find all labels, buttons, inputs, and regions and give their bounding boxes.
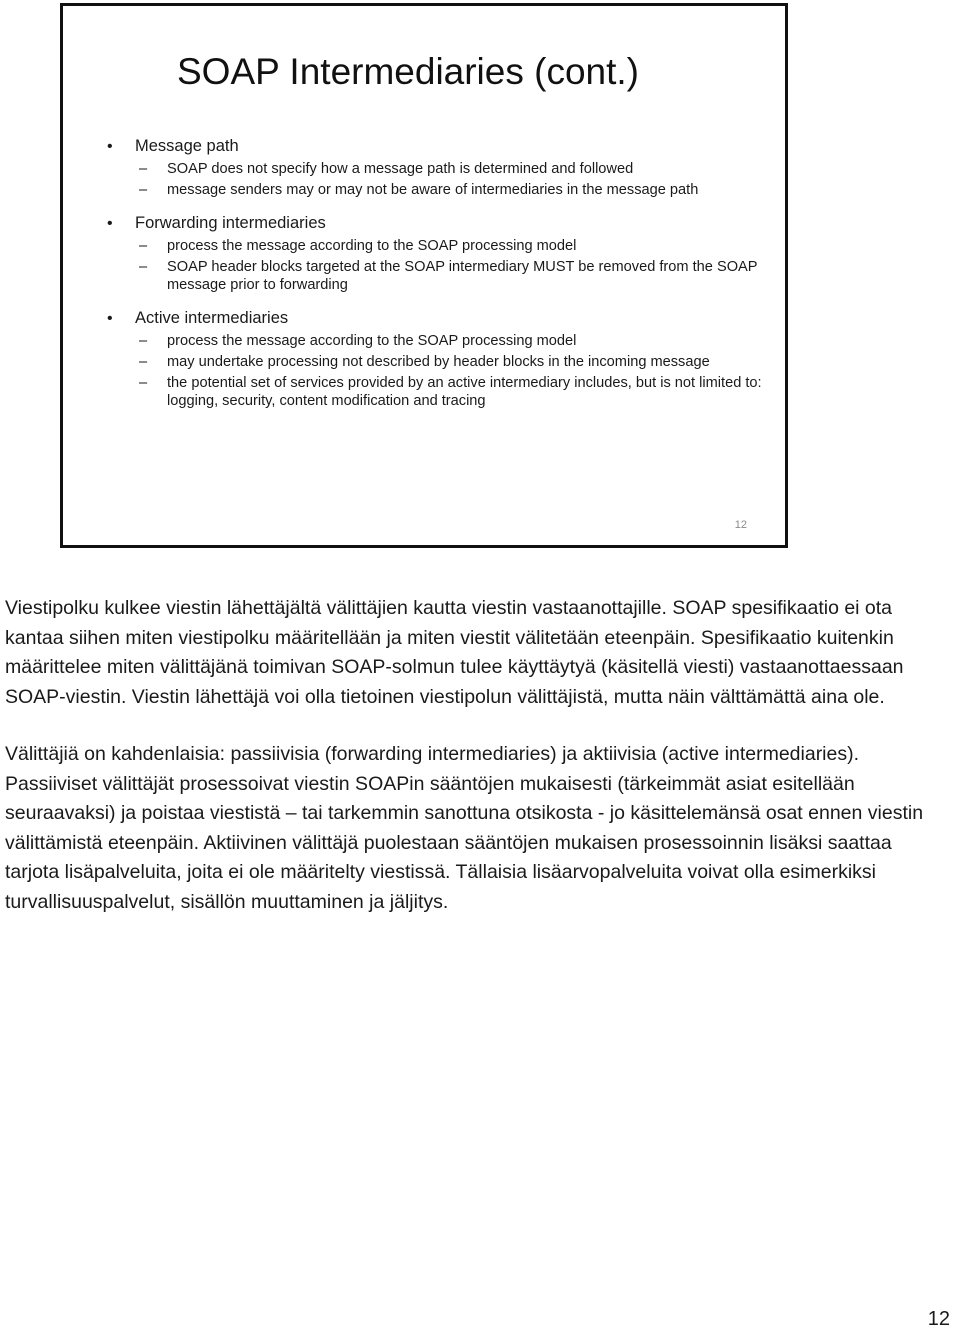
slide-bullet-list xyxy=(103,136,763,424)
sub-bullet xyxy=(135,237,763,255)
sub-bullet xyxy=(135,332,763,350)
notes-paragraph-1: Viestipolku kulkee viestin lähettäjältä välittäjien kautta viestin vastaanottajille. SOAP spesifikaatio ei ota kantaa siihen miten viestipolku määritellään ja miten viestit välitetään eteenpäin. Spesifikaatio kuitenkin määrittelee miten välittäjänä toimivan SOAP-solmun tulee käyttäytyä (käsitellä viesti) vastaanottaessaan SOAP-viestin. Viestin lähettäjä voi olla tietoinen viestipolun välittäjistä, mutta näin välttämättä aina ole. xyxy=(5,597,904,708)
bullet-label: Active intermediaries xyxy=(135,309,289,327)
sub-bullet-text: process the message according to the SOAP processing model xyxy=(167,238,577,254)
sub-bullet-list xyxy=(135,332,763,410)
dash-icon: – xyxy=(139,259,148,275)
slide-number: 12 xyxy=(734,519,747,531)
sub-bullet-text: the potential set of services provided by an active intermediary includes, but is not limited to: logging, security, content modification and tracing xyxy=(167,375,762,409)
sub-bullet-text: SOAP does not specify how a message path is determined and followed xyxy=(167,161,634,177)
slide-title: SOAP Intermediaries (cont.) xyxy=(177,51,639,92)
bullet-dot-icon: • xyxy=(107,310,113,327)
dash-icon: – xyxy=(139,182,148,198)
sub-bullet xyxy=(135,258,763,294)
slide-image xyxy=(60,3,788,548)
sub-bullet xyxy=(135,353,763,371)
sub-bullet xyxy=(135,181,763,199)
sub-bullet-list xyxy=(135,237,763,294)
notes-paragraph-2: Välittäjiä on kahdenlaisia: passiivisia (forwarding intermediaries) ja aktiivisia (active intermediaries). Passiiviset välittäjät prosessoivat viestin SOAPin sääntöjen mukaisesti (tärkeimmät asiat esitellään seuraavaksi) ja poistaa viestistä – tai tarkemmin sanottuna otsikosta - jo käsittelemänsä osat ennen viestin välittämistä eteenpäin. Aktiivinen välittäjä puolestaan sääntöjen mukaisen prosessoinnin lisäksi saattaa tarjota lisäpalveluita, joita ei ole määritelty viestissä. Tällaisia lisäarvopalveluita voivat olla esimerkiksi turvallisuuspalvelut, sisällön muuttaminen ja jäljitys. xyxy=(5,743,924,913)
sub-bullet-text: message senders may or may not be aware of intermediaries in the message path xyxy=(167,182,699,198)
dash-icon: – xyxy=(139,161,148,177)
bullet-active-intermediaries xyxy=(103,308,763,410)
dash-icon: – xyxy=(139,333,148,349)
bullet-message-path xyxy=(103,136,763,199)
sub-bullet-text: may undertake processing not described by header blocks in the incoming message xyxy=(167,354,710,370)
bullet-forwarding-intermediaries xyxy=(103,213,763,294)
sub-bullet xyxy=(135,374,763,410)
sub-bullet-text: SOAP header blocks targeted at the SOAP intermediary MUST be removed from the SOAP message prior to forwarding xyxy=(167,259,758,293)
dash-icon: – xyxy=(139,354,148,370)
sub-bullet xyxy=(135,160,763,178)
dash-icon: – xyxy=(139,238,148,254)
sub-bullet-text: process the message according to the SOAP processing model xyxy=(167,333,577,349)
sub-bullet-list xyxy=(135,160,763,199)
bullet-dot-icon: • xyxy=(107,215,113,232)
page-number: 12 xyxy=(927,1308,950,1330)
bullet-label: Message path xyxy=(135,137,239,155)
bullet-label: Forwarding intermediaries xyxy=(135,214,326,232)
notes-section xyxy=(5,594,950,945)
dash-icon: – xyxy=(139,375,148,391)
bullet-dot-icon: • xyxy=(107,138,113,155)
